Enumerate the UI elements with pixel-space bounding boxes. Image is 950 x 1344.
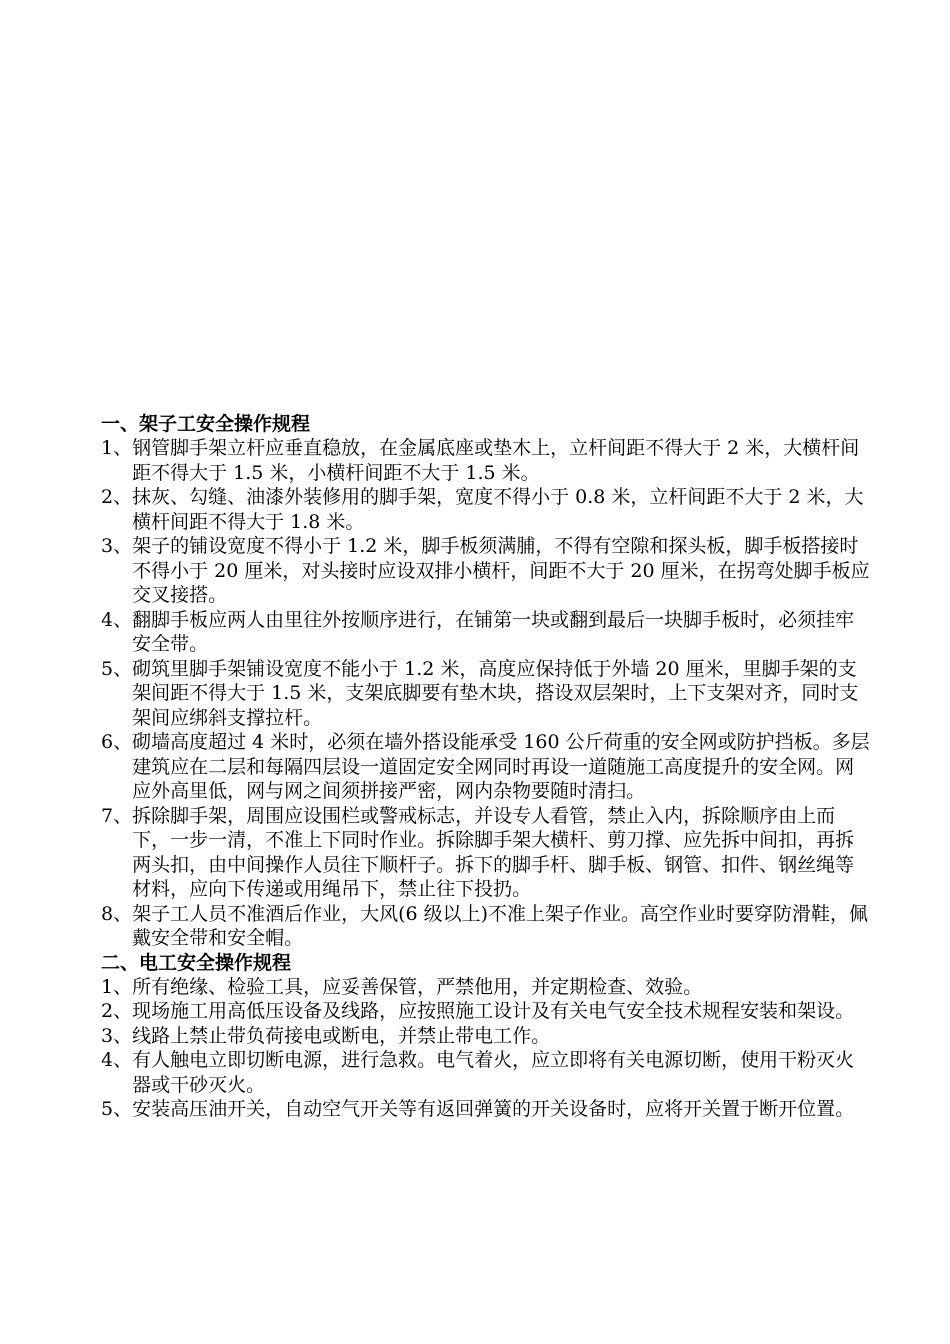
item-text: 抹灰、勾缝、油漆外装修用的脚手架，宽度不得小于 0.8 米，立杆间距不大于 2 米，大横杆间距不得大于 1.8 米。 [132, 486, 864, 533]
list-item [101, 534, 871, 608]
list-item [101, 1097, 871, 1122]
section-electrician [101, 951, 871, 1122]
item-text: 翻脚手板应两人由里往外按顺序进行，在铺第一块或翻到最后一块脚手板时，必须挂牢安全带。 [132, 608, 855, 655]
list-item [101, 975, 871, 1000]
list-item [101, 485, 871, 534]
list-item [101, 436, 871, 485]
item-number: 2、 [101, 1000, 133, 1022]
item-text: 安装高压油开关，自动空气开关等有返回弹簧的开关设备时，应将开关置于断开位置。 [132, 1098, 855, 1120]
item-number: 2、 [101, 486, 133, 508]
item-number: 5、 [101, 657, 133, 680]
document-body [101, 412, 871, 1122]
item-number: 3、 [101, 1024, 133, 1047]
list-item [101, 1024, 871, 1049]
section-title: 二、电工安全操作规程 [101, 951, 292, 974]
item-number: 3、 [101, 535, 133, 557]
list-item [101, 902, 871, 951]
item-text: 架子的铺设宽度不得小于 1.2 米，脚手板须满脯，不得有空隙和探头板，脚手板搭接时不得小于 20 厘米，对头接时应设双排小横杆，间距不大于 20 厘米，在拐弯处脚手板应交叉接搭。 [132, 535, 870, 606]
item-text: 所有绝缘、检验工具，应妥善保管，严禁他用，并定期检查、效验。 [132, 975, 703, 998]
section-scaffolding [101, 412, 871, 951]
item-text: 有人触电立即切断电源，进行急救。电气着火，应立即将有关电源切断，使用干粉灭火器或干砂灭火。 [132, 1049, 855, 1096]
item-text: 砌筑里脚手架铺设宽度不能小于 1.2 米，高度应保持低于外墙 20 厘米，里脚手架的支架间距不得大于 1.5 米，支架底脚要有垫木块，搭设双层架时，上下支架对齐，同时支架间应绑斜支撑拉杆。 [132, 657, 859, 729]
item-number: 8、 [101, 902, 133, 925]
item-text: 架子工人员不准酒后作业，大风(6 级以上)不准上架子作业。高空作业时要穿防滑鞋，佩戴安全带和安全帽。 [132, 902, 869, 949]
list-item [101, 1048, 871, 1097]
item-number: 6、 [101, 731, 133, 753]
list-item [101, 999, 871, 1024]
list-item [101, 657, 871, 731]
item-text: 线路上禁止带负荷接电或断电，并禁止带电工作。 [132, 1024, 551, 1047]
item-text: 钢管脚手架立杆应垂直稳放，在金属底座或垫木上，立杆间距不得大于 2 米，大横杆间距不得大于 1.5 米，小横杆间距不大于 1.5 米。 [132, 437, 860, 484]
item-text: 拆除脚手架，周围应设围栏或警戒标志，并设专人看管，禁止入内，拆除顺序由上而下，一步一清，不准上下同时作业。拆除脚手架大横杆、剪刀撑、应先拆中间扣，再拆两头扣，由中间操作人员往下顺杆子。拆下的脚手杆、脚手板、钢管、扣件、钢丝绳等材料，应向下传递或用绳吊下，禁止往下投扔。 [132, 804, 855, 900]
list-item [101, 804, 871, 902]
list-item [101, 608, 871, 657]
item-number: 4、 [101, 1049, 133, 1071]
list-item [101, 730, 871, 804]
item-text: 砌墙高度超过 4 米时，必须在墙外搭设能承受 160 公斤荷重的安全网或防护挡板。多层建筑应在二层和每隔四层设一道固定安全网同时再设一道随施工高度提升的安全网。网应外高里低，网与网之间须拼接严密，网内杂物要随时清扫。 [132, 731, 870, 802]
item-number: 5、 [101, 1098, 133, 1120]
item-number: 1、 [101, 975, 133, 998]
item-number: 7、 [101, 804, 133, 827]
item-number: 4、 [101, 608, 133, 631]
section-title: 一、架子工安全操作规程 [101, 413, 311, 435]
item-text: 现场施工用高低压设备及线路，应按照施工设计及有关电气安全技术规程安装和架设。 [132, 1000, 855, 1022]
item-number: 1、 [101, 437, 133, 459]
